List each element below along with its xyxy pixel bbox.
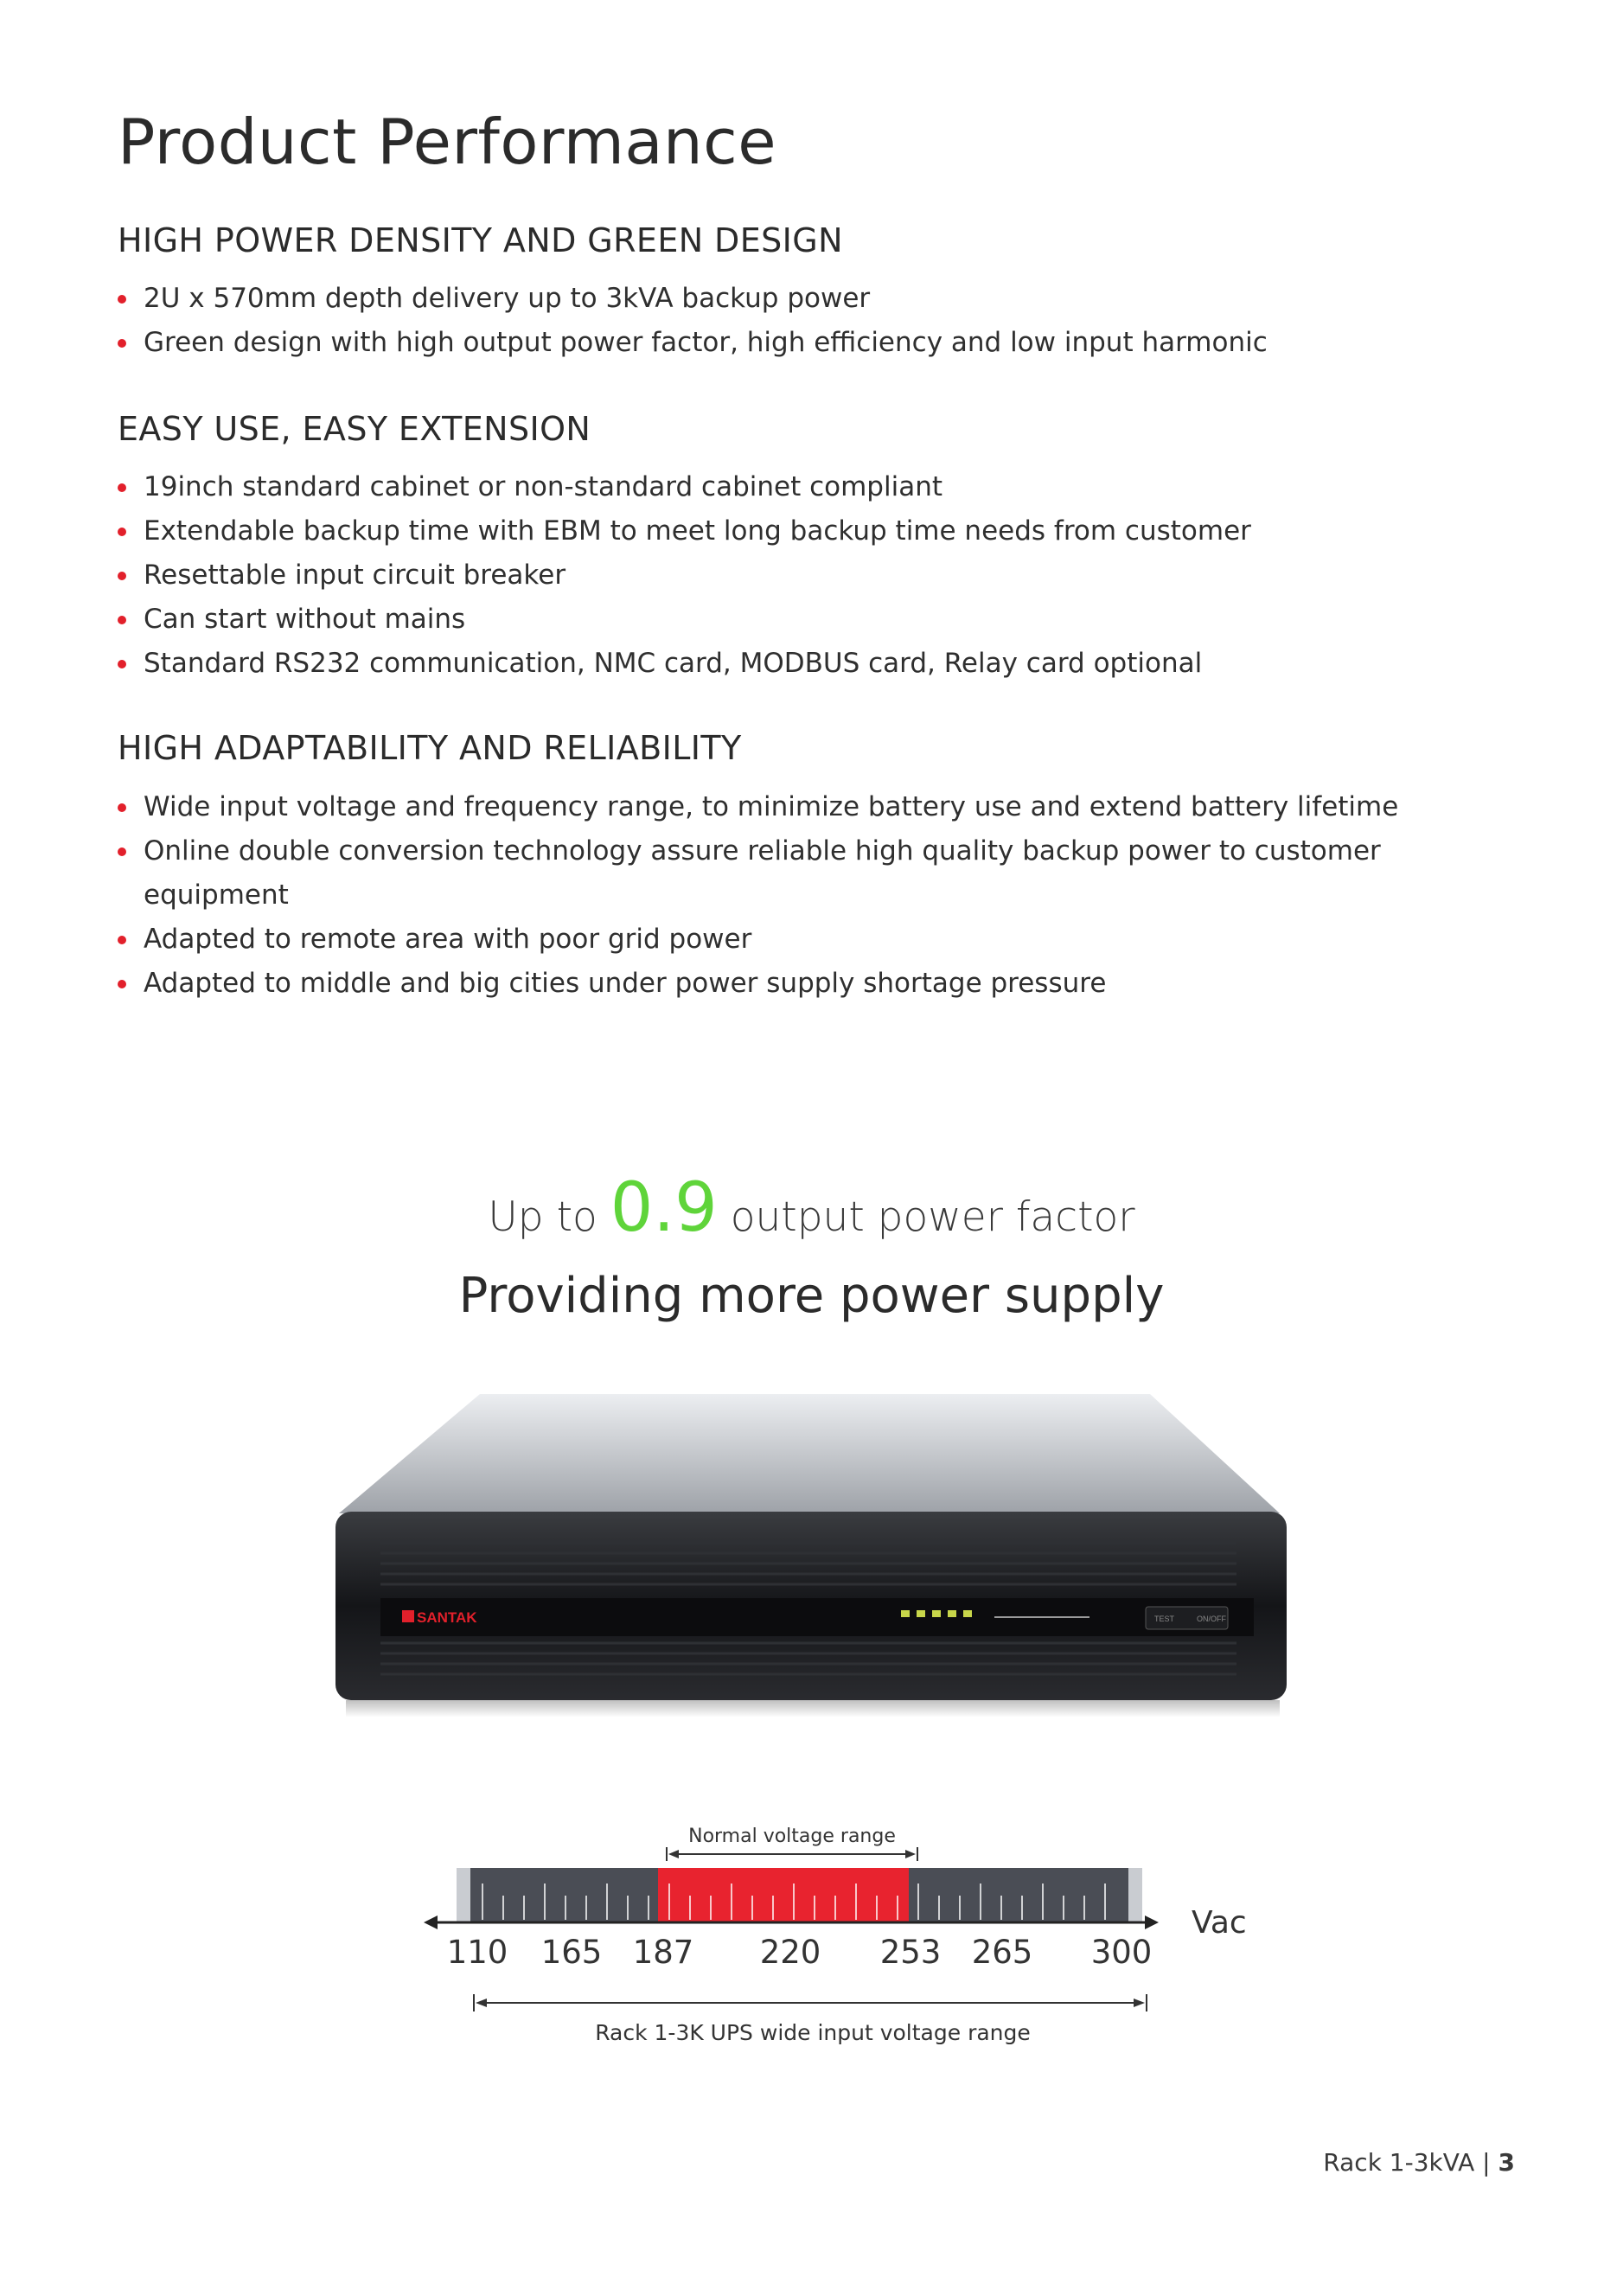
section-heading-adaptability: HIGH ADAPTABILITY AND RELIABILITY xyxy=(118,729,742,767)
bullet-icon xyxy=(118,339,126,348)
list-item-text: Standard RS232 communication, NMC card, MODBUS card, Relay card optional xyxy=(144,648,1203,679)
tagline: Providing more power supply xyxy=(458,1268,1165,1324)
ups-top-panel xyxy=(339,1394,1280,1513)
bullet-icon xyxy=(118,803,126,812)
list-item xyxy=(118,829,1449,918)
list-item-text: 19inch standard cabinet or non-standard cabinet compliant xyxy=(144,471,943,502)
bar-end-cap-right xyxy=(1128,1868,1142,1922)
power-factor-suffix: output power factor xyxy=(730,1193,1135,1241)
list-item xyxy=(118,918,1449,962)
tick-label-220: 220 xyxy=(759,1934,821,1971)
list-item-text: Resettable input circuit breaker xyxy=(144,560,566,591)
santak-logo xyxy=(402,1610,414,1622)
wide-range-bracket xyxy=(474,1994,1147,2011)
section-heading-power-density: HIGH POWER DENSITY AND GREEN DESIGN xyxy=(118,221,843,259)
bullet-icon xyxy=(118,660,126,668)
axis-arrow-right xyxy=(1145,1915,1159,1929)
bullet-list-adaptability xyxy=(118,785,1449,1006)
list-item-text: Can start without mains xyxy=(144,604,466,635)
list-item xyxy=(118,598,1466,642)
bullet-icon xyxy=(118,936,126,944)
page-title: Product Performance xyxy=(118,106,777,178)
tick-label-110: 110 xyxy=(446,1934,508,1971)
list-item xyxy=(118,509,1466,553)
list-item-text: Wide input voltage and frequency range, to minimize battery use and extend battery lifetime xyxy=(144,791,1399,822)
normal-range-segment xyxy=(658,1868,909,1922)
list-item xyxy=(118,962,1449,1006)
page-footer xyxy=(1323,2148,1515,2177)
normal-range-bracket xyxy=(667,1847,917,1861)
list-item-text: Green design with high output power factor, high efficiency and low input harmonic xyxy=(144,327,1268,358)
tick-labels xyxy=(447,1934,1153,1971)
list-item xyxy=(118,553,1466,598)
bullet-icon xyxy=(118,572,126,580)
list-item-text: Online double conversion technology assure reliable high quality backup power to customer equipment xyxy=(144,835,1381,911)
bullet-list-easy-use xyxy=(118,465,1466,686)
tick-label-187: 187 xyxy=(632,1934,694,1971)
tick-label-253: 253 xyxy=(879,1934,942,1971)
list-item-text: Adapted to remote area with poor grid power xyxy=(144,924,752,955)
ups-control-strip xyxy=(380,1598,1254,1636)
bullet-icon xyxy=(118,616,126,624)
tick-label-165: 165 xyxy=(540,1934,603,1971)
list-item xyxy=(118,785,1449,829)
list-item-text: 2U x 570mm depth delivery up to 3kVA backup power xyxy=(144,283,871,314)
ups-shadow xyxy=(346,1700,1280,1717)
list-item xyxy=(118,642,1466,686)
section-heading-easy-use: EASY USE, EASY EXTENSION xyxy=(118,410,591,448)
bar-end-cap-left xyxy=(457,1868,470,1922)
wide-input-voltage-range-label: Rack 1-3K UPS wide input voltage range xyxy=(595,2020,1031,2045)
bullet-list-power-density xyxy=(118,277,1466,365)
bullet-icon xyxy=(118,528,126,536)
footer-text: Rack 1-3kVA | xyxy=(1323,2148,1498,2177)
power-factor-statement xyxy=(0,1169,1623,1247)
bullet-icon xyxy=(118,295,126,304)
ups-product-image xyxy=(329,1384,1288,1721)
list-item xyxy=(118,277,1466,321)
ups-onoff-label: ON/OFF xyxy=(1197,1615,1226,1623)
voltage-unit-label: Vac xyxy=(1192,1905,1247,1941)
bullet-icon xyxy=(118,847,126,856)
ups-test-label: TEST xyxy=(1154,1615,1175,1623)
page-number: 3 xyxy=(1498,2148,1515,2177)
tick-label-265: 265 xyxy=(971,1934,1033,1971)
tick-label-300: 300 xyxy=(1090,1934,1153,1971)
list-item xyxy=(118,465,1466,509)
santak-logo-text: SANTAK xyxy=(417,1609,477,1626)
list-item-text: Extendable backup time with EBM to meet long backup time needs from customer xyxy=(144,515,1251,547)
power-factor-value: 0.9 xyxy=(610,1169,718,1247)
list-item-text: Adapted to middle and big cities under power supply shortage pressure xyxy=(144,968,1107,999)
power-factor-prefix: Up to xyxy=(488,1193,597,1241)
axis-arrow-left xyxy=(424,1915,438,1929)
normal-voltage-range-label: Normal voltage range xyxy=(688,1826,896,1847)
bullet-icon xyxy=(118,483,126,492)
list-item xyxy=(118,321,1466,365)
bullet-icon xyxy=(118,980,126,988)
voltage-range-diagram xyxy=(406,1799,1271,2050)
